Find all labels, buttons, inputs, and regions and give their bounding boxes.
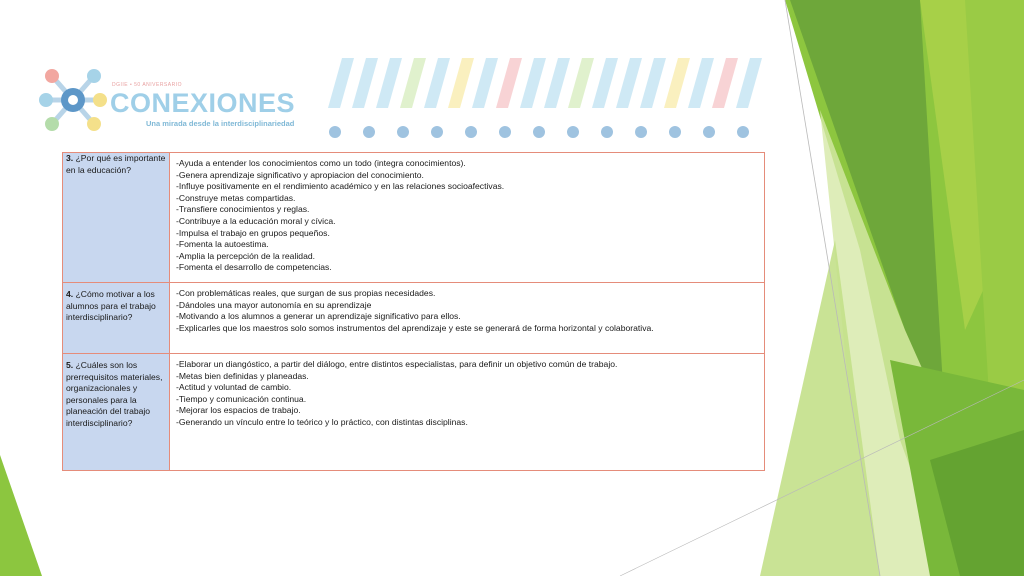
table-row (63, 153, 765, 283)
answer-line: -Impulsa el trabajo en grupos pequeños. (176, 227, 330, 238)
answer-line: -Influye positivamente en el rendimiento académico y en las relaciones socioafectivas. (176, 181, 505, 192)
answer-line: -Construye metas compartidas. (176, 192, 296, 203)
answer-line: -Genera aprendizaje significativo y apropiacion del conocimiento. (176, 169, 424, 180)
answer-line: -Tiempo y comunicación continua. (176, 393, 307, 404)
question-text: ¿Cómo motivar a los alumnos para el trabajo interdisciplinario? (66, 289, 156, 323)
logo-subtitle: Una mirada desde la interdisciplinariedad (146, 119, 295, 128)
logo-wordmark: CONEXIONES (110, 88, 296, 118)
answer-line: -Dándoles una mayor autonomía en su aprendizaje (176, 299, 372, 310)
question-number: 5. (66, 360, 74, 370)
answer-line: -Elaborar un diangóstico, a partir del diálogo, entre distintos especialistas, para definir un objetivo común de trabajo. (176, 359, 618, 369)
question-number: 3. (66, 153, 74, 163)
stripes-banner-decoration (328, 58, 762, 142)
answer-cell (170, 354, 765, 471)
answer-line: -Ayuda a entender los conocimientos como un todo (integra conocimientos). (176, 158, 466, 168)
answer-cell (170, 153, 765, 283)
table-row (63, 283, 765, 354)
answer-line: -Fomenta el desarrollo de competencias. (176, 262, 332, 273)
table-row (63, 354, 765, 471)
answer-line: -Contribuye a la educación moral y cívica. (176, 215, 336, 226)
answer-cell (170, 283, 765, 354)
question-cell (63, 354, 170, 471)
answer-line: -Motivando a los alumnos a generar un aprendizaje significativo para ellos. (176, 311, 461, 322)
interdisciplinary-questions-table (62, 152, 765, 471)
logo-tagline: DGIIE • 50 ANIVERSARIO (112, 82, 182, 88)
question-cell (63, 153, 170, 283)
question-number: 4. (66, 289, 74, 299)
answer-line: -Explicarles que los maestros solo somos instrumentos del aprendizaje y este se generará de forma horizontal y colaborativa. (176, 322, 654, 333)
question-cell (63, 283, 170, 354)
answer-line: -Mejorar los espacios de trabajo. (176, 405, 301, 416)
answer-line: -Amplia la percepción de la realidad. (176, 250, 316, 261)
question-text: ¿Cuáles son los prerrequisitos materiales, organizacionales y personales para la planeación del trabajo interdisciplinario? (66, 360, 163, 428)
answer-line: -Transfiere conocimientos y reglas. (176, 204, 310, 215)
answer-line: -Con problemáticas reales, que surgan de sus propias necesidades. (176, 288, 436, 298)
network-logo-icon (38, 62, 108, 142)
answer-line: -Actitud y voluntad de cambio. (176, 382, 292, 393)
answer-line: -Generando un vínculo entre lo teórico y lo práctico, con distintas disciplinas. (176, 416, 468, 427)
answer-line: -Metas bien definidas y planeadas. (176, 370, 309, 381)
answer-line: -Fomenta la autoestima. (176, 239, 269, 250)
question-text: ¿Por qué es importante en la educación? (66, 153, 166, 175)
